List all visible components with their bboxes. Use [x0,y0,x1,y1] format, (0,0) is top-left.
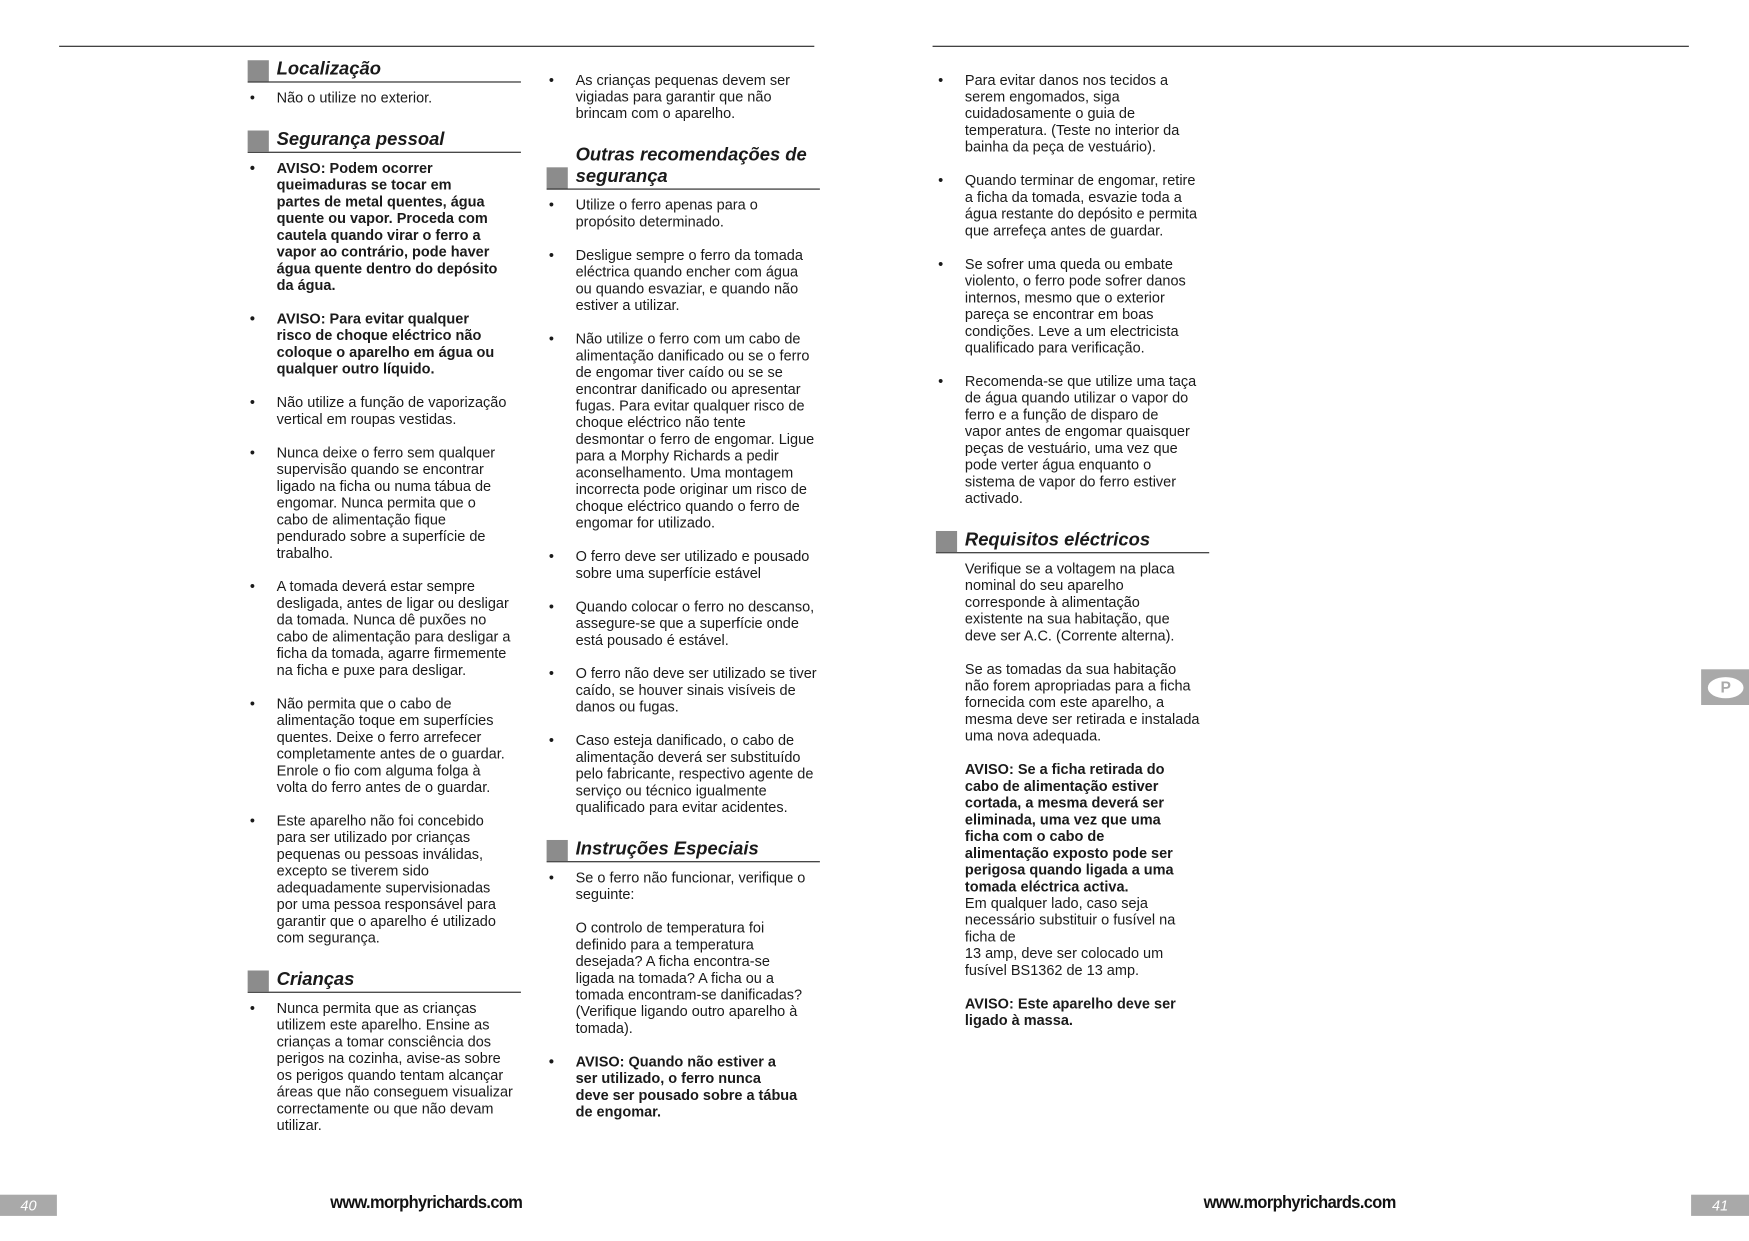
bullet-item [547,665,820,715]
heading-marker-square [547,167,568,188]
warning-bullet-item [547,1053,820,1120]
section-heading [547,145,820,190]
section-heading-text: Outras recomendações de segurança [575,145,807,187]
page-number-left: 40 [0,1195,57,1216]
heading-marker-square [547,840,568,861]
bullet-icon: • [249,89,255,106]
bullet-icon: • [548,1053,554,1070]
heading-marker-square [936,531,957,552]
bullet-text: Este aparelho não foi concebido para ser utilizado por crianças pequenas ou pessoas inválidas, excepto se tiverem sido adequadamente supervisionadas por uma pessoa responsável para garantir que o aparelho é utilizado com segurança. [276,812,496,946]
bullet-item [248,444,521,561]
warning-bullet-item [248,160,521,294]
bullet-icon: • [548,731,554,749]
section-heading [248,129,521,152]
bullet-item [248,394,521,427]
heading-marker-square [248,60,269,81]
top-rule-left [59,46,814,47]
bullet-item [547,330,820,531]
paragraph-text: Se as tomadas da sua habitação não forem apropriadas para a ficha fornecida com este aparelho, a mesma deve ser retirada e instalada uma nova adequada. [964,660,1200,745]
section-heading-text: Localização [276,59,381,80]
top-rule-right [933,46,1689,47]
bullet-item [248,89,521,106]
bullet-text: Desligue sempre o ferro da tomada eléctrica quando encher com água ou quando esvaziar, e quando não estiver a utilizar. [575,246,803,314]
bullet-item [248,999,521,1133]
paragraph [936,560,1209,644]
bullet-text: Quando terminar de engomar, retire a ficha da tomada, esvazie toda a água restante do depósito e permita que arrefeça antes de guardar. [964,171,1198,239]
bullet-text: Não utilize a função de vaporização vertical em roupas vestidas. [276,393,507,428]
paragraph [936,761,1209,979]
bullet-text: Se sofrer uma queda ou embate violento, o ferro pode sofrer danos internos, mesmo que o exterior pareça se encontrar em boas condições. Leve a um electricista qualificado para verificação. [964,255,1186,356]
bullet-icon: • [249,310,255,327]
bullet-item [936,255,1209,355]
bullet-text: AVISO: Podem ocorrer queimaduras se tocar em partes de metal quentes, água quente ou vapor. Proceda com cautela quando virar o ferro a vapor ao contrário, pode haver água quente dentro do depósito da água. [276,159,498,294]
column-right-page-1 [936,71,1209,1045]
column-left-page-1 [248,59,521,1150]
bullet-text: AVISO: Quando não estiver a ser utilizado, o ferro nunca deve ser pousado sobre a tábua de engomar. [575,1053,798,1120]
bullet-item [547,71,820,121]
heading-marker-square [248,131,269,152]
bullet-icon: • [249,999,255,1017]
bullet-item [547,247,820,314]
section-heading-text: Instruções Especiais [575,838,759,859]
bullet-text: O ferro deve ser utilizado e pousado sobre uma superfície estável [575,547,810,582]
bullet-icon: • [249,812,255,829]
bullet-icon: • [249,393,255,411]
bullet-text: AVISO: Para evitar qualquer risco de choque eléctrico não coloque o aparelho em água ou qualquer outro líquido. [276,310,495,378]
bullet-icon: • [938,171,944,189]
paragraph-text: O controlo de temperatura foi definido para a temperatura desejada? A ficha encontra-se ligada na tomada? A ficha ou a tomada encontram-se danificadas? (Verifique ligando outro aparelho à tomada). [575,919,803,1037]
bullet-item [547,732,820,816]
bullet-icon: • [548,597,554,615]
bullet-text: Para evitar danos nos tecidos a serem engomados, siga cuidadosamente o guia de temperatura. (Teste no interior da bainha da peça de vestuário). [964,71,1180,156]
warning-text: AVISO: Este aparelho deve ser ligado à massa. [964,995,1176,1029]
bullet-icon: • [548,547,554,565]
bullet-text: Utilize o ferro apenas para o propósito determinado. [575,196,758,230]
section-heading-text: Requisitos eléctricos [964,529,1151,550]
bullet-text: A tomada deverá estar sempre desligada, antes de ligar ou desligar da tomada. Nunca dê puxões no cabo de alimentação para desligar a ficha da tomada, agarre firmemente na ficha e puxe para desligar. [276,577,511,679]
paragraph [936,995,1209,1028]
paragraph-text: Em qualquer lado, caso seja necessário substituir o fusível na ficha de 13 amp, deve ser colocado um fusível BS1362 de 13 amp. [964,894,1176,979]
column-left-page-2 [547,71,820,1136]
warning-bullet-item [248,310,521,377]
bullet-icon: • [938,255,944,273]
bullet-text: Se o ferro não funcionar, verifique o seguinte: [575,868,806,903]
bullet-text: Nunca deixe o ferro sem qualquer supervisão quando se encontrar ligado na ficha ou numa tábua de engomar. Nunca permita que o cabo de alimentação fique pendurado sobre a superfície de trabalho. [276,443,496,562]
bullet-text: Caso esteja danificado, o cabo de alimentação deverá ser substituído pelo fabricante, respectivo agente de serviço ou técnico igualmente qualificado para evitar acidentes. [575,731,814,816]
paragraph-text: Verifique se a voltagem na placa nominal do seu aparelho corresponde à alimentação existente na sua habitação, que deve ser A.C. (Corrente alterna). [964,559,1175,644]
bullet-icon: • [249,443,255,461]
bullet-text: Quando colocar o ferro no descanso, assegure-se que a superfície onde está pousado é estável. [575,597,815,649]
bullet-icon: • [938,71,944,89]
bullet-item [248,695,521,795]
bullet-icon: • [548,71,554,89]
bullet-item [547,548,820,581]
bullet-text: As crianças pequenas devem ser vigiadas para garantir que não brincam com o aparelho. [575,71,791,122]
warning-text: AVISO: Se a ficha retirada do cabo de alimentação estiver cortada, a mesma deverá ser eliminada, uma vez que uma ficha com o cabo de alimentação exposto pode ser perigosa quando ligada a uma tomada eléctrica activa. [964,760,1174,895]
bullet-text: O ferro não deve ser utilizado se tiver caído, se houver sinais visíveis de danos ou fugas. [575,664,817,716]
bullet-text: Nunca permita que as crianças utilizem este aparelho. Ensine as crianças a tomar consciência dos perigos na cozinha, avise-as sobre os perigos quando tentam alcançar áreas que não conseguem visualizar correctamente ou que não devam utilizar. [276,999,513,1134]
paragraph [547,919,820,1036]
bullet-item [547,869,820,902]
bullet-item [547,196,820,229]
section-heading [248,969,521,992]
bullet-item [248,812,521,946]
bullet-icon: • [938,372,944,390]
page-number-right: 41 [1691,1195,1749,1216]
bullet-text: Não permita que o cabo de alimentação toque em superfícies quentes. Deixe o ferro arrefecer completamente antes de o guardar. Enrole o fio com alguma folga à volta do ferro antes de o guardar. [276,694,505,796]
section-heading-text: Segurança pessoal [276,129,445,150]
bullet-icon: • [249,694,255,712]
section-heading [547,839,820,862]
bullet-icon: • [249,577,255,595]
bullet-icon: • [548,330,554,347]
bullet-icon: • [249,159,255,177]
language-tab [1701,669,1749,705]
bullet-item [547,598,820,648]
section-heading [936,530,1209,553]
footer-url-right: www.morphyrichards.com [1203,1193,1396,1213]
bullet-text: Não o utilize no exterior. [276,89,433,106]
bullet-item [936,71,1209,155]
heading-marker-square [248,970,269,991]
footer-url-left: www.morphyrichards.com [330,1193,523,1213]
bullet-icon: • [548,246,554,264]
bullet-icon: • [548,868,554,886]
section-heading-text: Crianças [276,969,355,990]
language-tab-label: P [1708,677,1744,698]
bullet-item [936,172,1209,239]
paragraph [936,660,1209,744]
bullet-text: Recomenda-se que utilize uma taça de água quando utilizar o vapor do ferro e a função de disparo de vapor antes de engomar quaisquer peças de vestuário, uma vez que pode verter água enquanto o sistema de vapor do ferro estiver activado. [964,372,1197,507]
section-heading [248,59,521,82]
bullet-item [248,578,521,678]
bullet-icon: • [548,664,554,682]
bullet-item [936,373,1209,507]
bullet-icon: • [548,196,554,214]
bullet-text: Não utilize o ferro com um cabo de alimentação danificado ou se o ferro de engomar tiver caído ou se se encontrar danificado ou apresentar fugas. Para evitar qualquer risco de choque eléctrico não tente desmontar o ferro de engomar. Ligue para a Morphy Richards a pedir aconselhamento. Uma montagem incorrecta pode originar um risco de choque eléctrico quando o ferro de engomar for utilizado. [575,330,815,531]
